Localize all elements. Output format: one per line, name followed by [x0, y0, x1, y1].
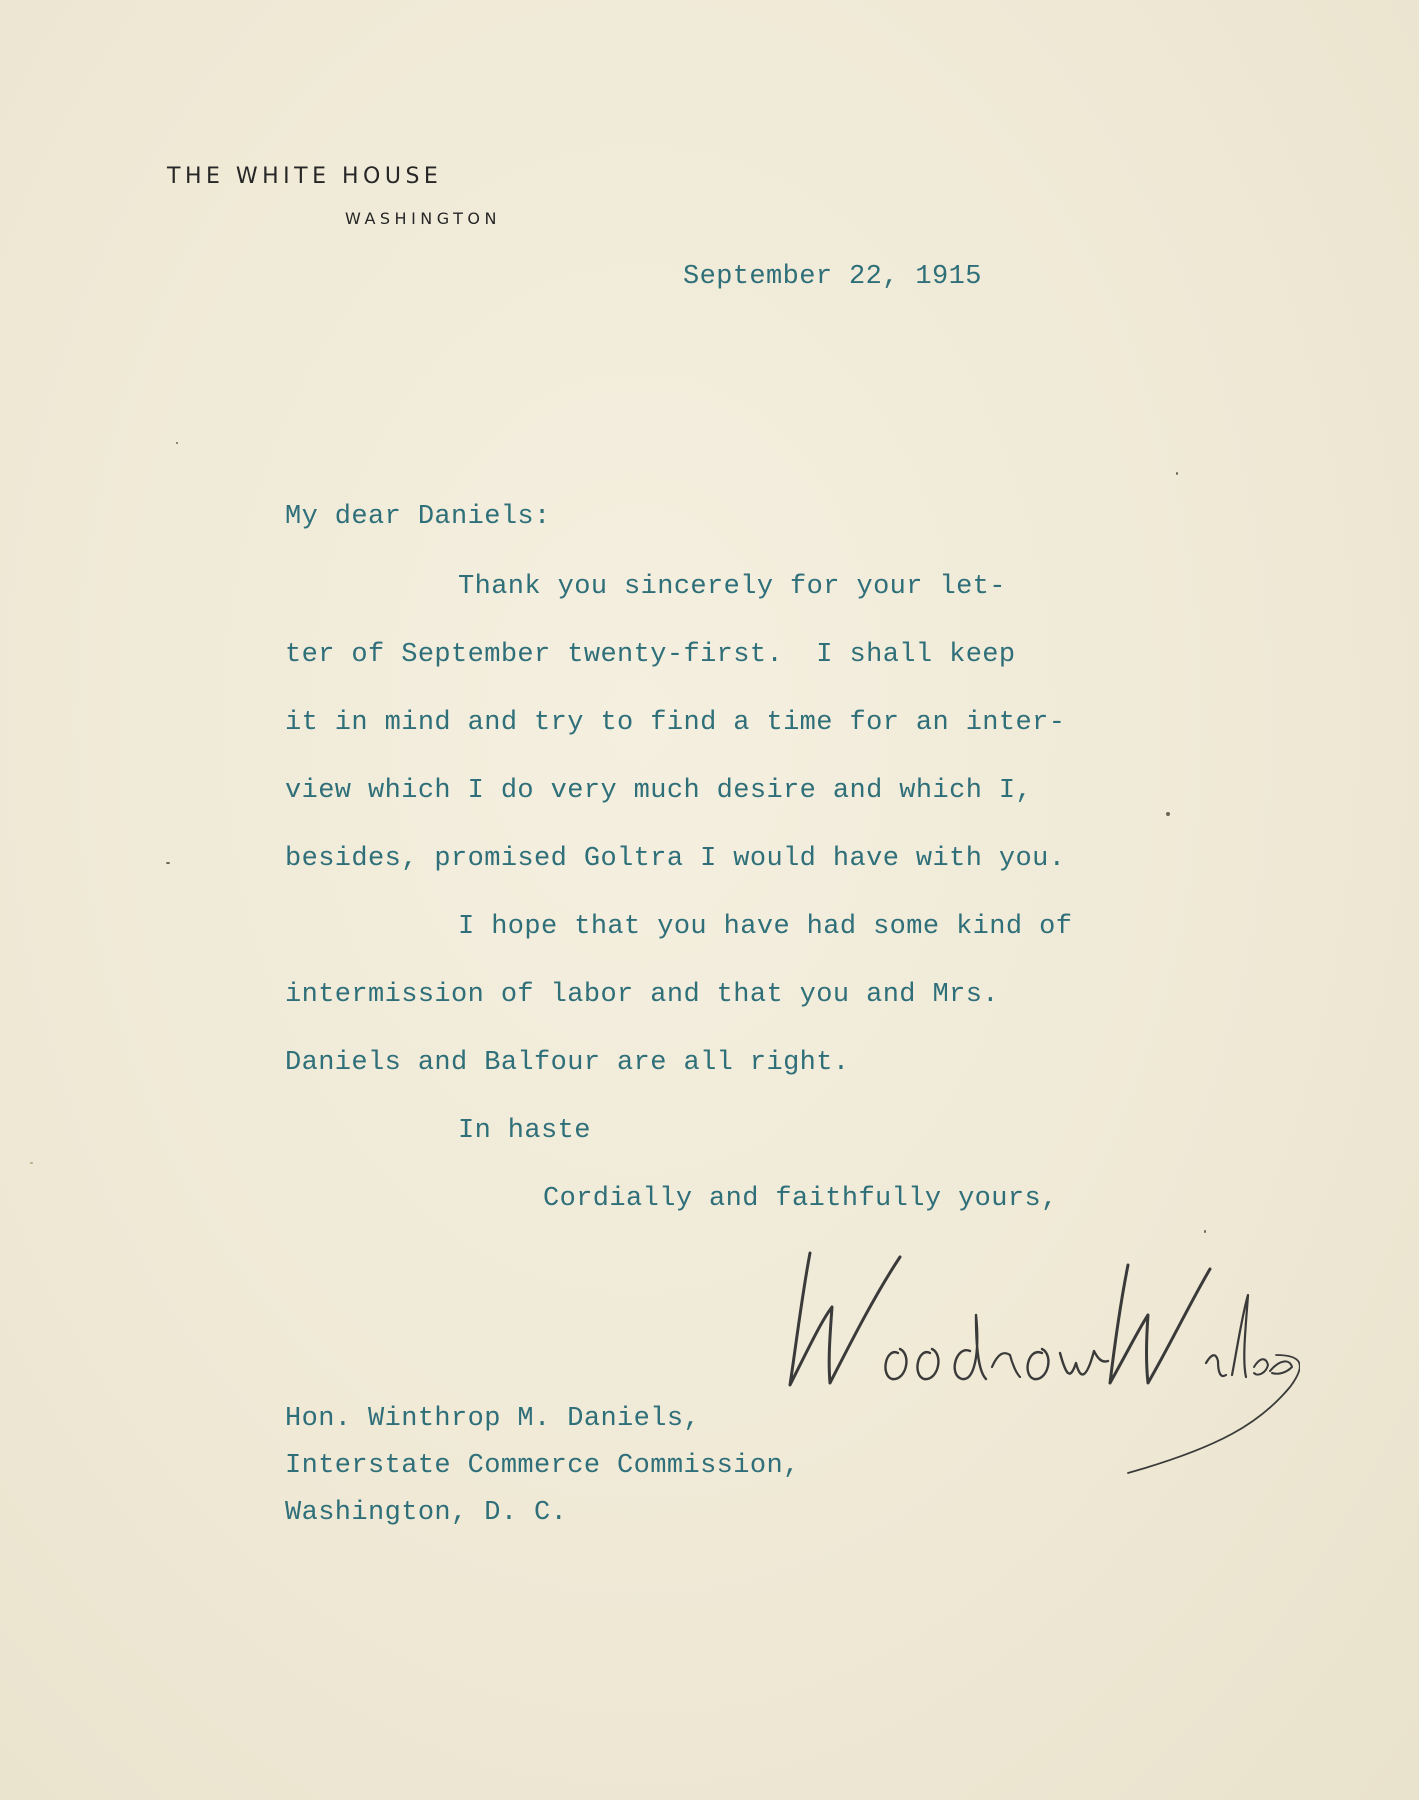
signature-image: [780, 1235, 1300, 1475]
body-line: view which I do very much desire and which I,: [285, 776, 1033, 806]
letterhead-city: WASHINGTON: [345, 209, 501, 228]
closing: Cordially and faithfully yours,: [543, 1184, 1058, 1214]
paper-speck: [30, 1162, 33, 1164]
salutation: My dear Daniels:: [285, 502, 551, 532]
body-line: ter of September twenty-first. I shall keep: [285, 640, 1016, 670]
paper-speck: [1166, 812, 1170, 816]
paper-speck: [1176, 472, 1178, 475]
recipient-location: Washington, D. C.: [285, 1498, 568, 1528]
letter-date: September 22, 1915: [683, 262, 982, 292]
body-line: Thank you sincerely for your let-: [458, 572, 1006, 602]
body-line: intermission of labor and that you and Mrs.: [285, 980, 999, 1010]
body-line: I hope that you have had some kind of: [458, 912, 1073, 942]
paper-speck: [176, 442, 178, 444]
body-line: Daniels and Balfour are all right.: [285, 1048, 850, 1078]
letterhead-title: THE WHITE HOUSE: [167, 164, 443, 189]
body-line: In haste: [458, 1116, 591, 1146]
body-line: it in mind and try to find a time for an inter-: [285, 708, 1066, 738]
recipient-name: Hon. Winthrop M. Daniels,: [285, 1404, 701, 1434]
paper-speck: [166, 862, 170, 864]
body-line: besides, promised Goltra I would have with you.: [285, 844, 1066, 874]
paper-speck: [1204, 1230, 1206, 1233]
recipient-organization: Interstate Commerce Commission,: [285, 1451, 800, 1481]
